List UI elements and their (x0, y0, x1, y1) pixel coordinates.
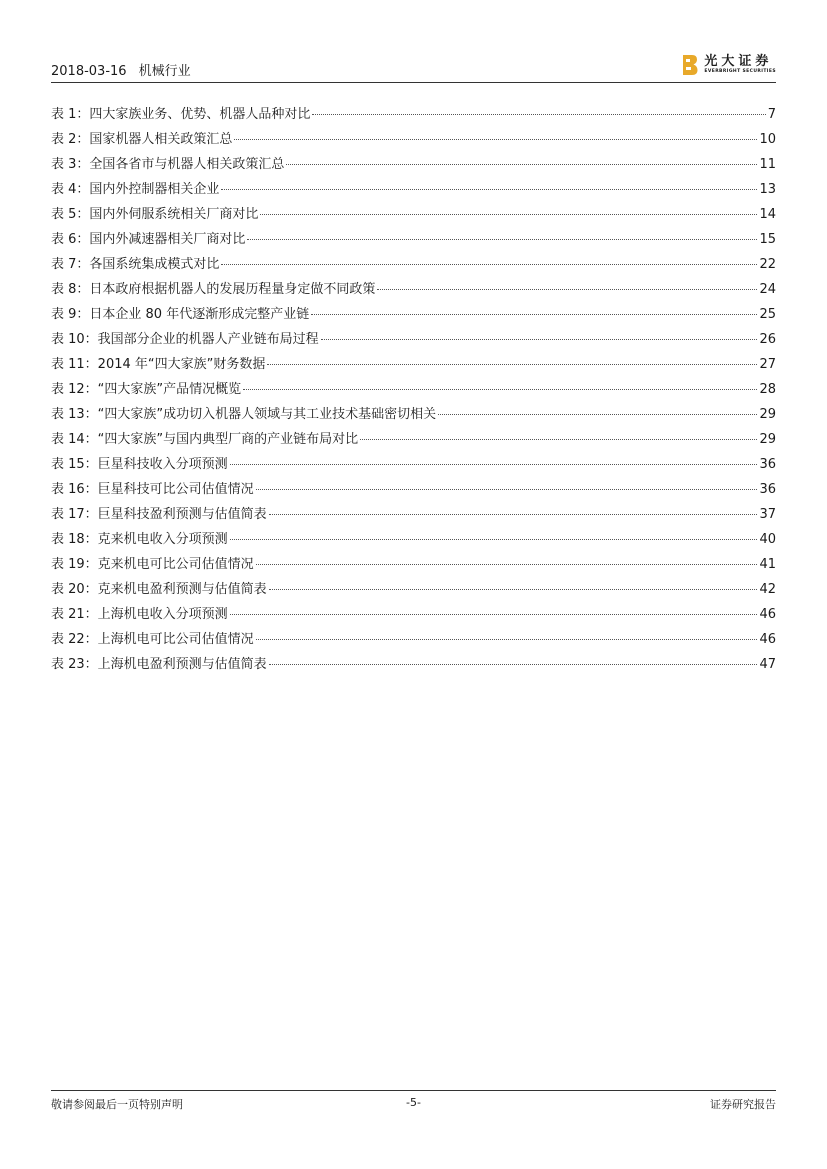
toc-entry[interactable] (51, 203, 776, 228)
logo-english-name: EVERBRIGHT SECURITIES (704, 69, 776, 75)
toc-entry-label: 表 15：巨星科技收入分项预测 (51, 457, 228, 472)
toc-entry-page: 22 (759, 257, 776, 272)
toc-entry[interactable] (51, 528, 776, 553)
toc-entry-page: 46 (759, 607, 776, 622)
toc-dot-leader (312, 114, 765, 115)
toc-dot-leader (321, 339, 758, 340)
toc-entry[interactable] (51, 403, 776, 428)
toc-dot-leader (230, 539, 758, 540)
toc-entry-page: 27 (759, 357, 776, 372)
toc-entry-page: 40 (759, 532, 776, 547)
toc-entry-label: 表 10：我国部分企业的机器人产业链布局过程 (51, 332, 319, 347)
toc-entry-page: 36 (759, 457, 776, 472)
report-date: 2018-03-16 (51, 64, 127, 79)
page-footer (51, 1090, 776, 1115)
toc-entry[interactable] (51, 153, 776, 178)
toc-dot-leader (286, 164, 757, 165)
toc-entry-label: 表 6：国内外减速器相关厂商对比 (51, 232, 246, 247)
toc-entry-page: 25 (759, 307, 776, 322)
toc-dot-leader (230, 464, 758, 465)
toc-dot-leader (256, 564, 758, 565)
toc-entry[interactable] (51, 178, 776, 203)
toc-entry-label: 表 2：国家机器人相关政策汇总 (51, 132, 233, 147)
toc-entry-label: 表 13：“四大家族”成功切入机器人领域与其工业技术基础密切相关 (51, 407, 437, 422)
toc-entry-page: 11 (759, 157, 776, 172)
toc-entry-label: 表 20：克来机电盈利预测与估值简表 (51, 582, 267, 597)
toc-entry-label: 表 23：上海机电盈利预测与估值简表 (51, 657, 267, 672)
toc-entry-label: 表 21：上海机电收入分项预测 (51, 607, 228, 622)
toc-entry-label: 表 18：克来机电收入分项预测 (51, 532, 228, 547)
toc-dot-leader (230, 614, 758, 615)
toc-entry-page: 7 (767, 107, 776, 122)
toc-dot-leader (377, 289, 757, 290)
table-of-tables (51, 103, 776, 678)
toc-dot-leader (360, 439, 757, 440)
toc-entry-label: 表 5：国内外伺服系统相关厂商对比 (51, 207, 259, 222)
toc-entry[interactable] (51, 478, 776, 503)
toc-dot-leader (256, 639, 758, 640)
toc-entry[interactable] (51, 303, 776, 328)
page-number: -5- (406, 1096, 421, 1109)
toc-entry[interactable] (51, 353, 776, 378)
toc-entry-page: 24 (759, 282, 776, 297)
toc-entry[interactable] (51, 328, 776, 353)
industry-name: 机械行业 (138, 64, 191, 79)
toc-entry-label: 表 16：巨星科技可比公司估值情况 (51, 482, 254, 497)
toc-entry-page: 26 (759, 332, 776, 347)
toc-entry-label: 表 4：国内外控制器相关企业 (51, 182, 220, 197)
toc-entry-label: 表 17：巨星科技盈利预测与估值简表 (51, 507, 267, 522)
toc-dot-leader (269, 664, 758, 665)
toc-entry[interactable] (51, 278, 776, 303)
toc-entry[interactable] (51, 553, 776, 578)
toc-entry-label: 表 11：2014 年“四大家族”财务数据 (51, 357, 266, 372)
logo-mark-icon (682, 54, 698, 76)
toc-entry[interactable] (51, 228, 776, 253)
toc-entry-page: 47 (759, 657, 776, 672)
toc-entry-label: 表 22：上海机电可比公司估值情况 (51, 632, 254, 647)
toc-entry-page: 37 (759, 507, 776, 522)
toc-entry-label: 表 19：克来机电可比公司估值情况 (51, 557, 254, 572)
toc-dot-leader (269, 514, 758, 515)
disclaimer-note: 敬请参阅最后一页特别声明 (51, 1098, 183, 1111)
toc-entry[interactable] (51, 128, 776, 153)
toc-entry[interactable] (51, 603, 776, 628)
toc-entry-label: 表 3：全国各省市与机器人相关政策汇总 (51, 157, 285, 172)
toc-entry-label: 表 8：日本政府根据机器人的发展历程量身定做不同政策 (51, 282, 376, 297)
toc-entry[interactable] (51, 378, 776, 403)
toc-dot-leader (267, 364, 757, 365)
toc-entry[interactable] (51, 103, 776, 128)
toc-entry-label: 表 12：“四大家族”产品情况概览 (51, 382, 242, 397)
toc-entry[interactable] (51, 578, 776, 603)
toc-dot-leader (221, 189, 757, 190)
toc-dot-leader (256, 489, 758, 490)
toc-entry-page: 36 (759, 482, 776, 497)
toc-dot-leader (234, 139, 757, 140)
toc-entry[interactable] (51, 653, 776, 678)
toc-dot-leader (247, 239, 757, 240)
toc-entry-page: 13 (759, 182, 776, 197)
toc-dot-leader (221, 264, 757, 265)
toc-entry-page: 10 (759, 132, 776, 147)
toc-entry-label: 表 7：各国系统集成模式对比 (51, 257, 220, 272)
toc-entry-page: 15 (759, 232, 776, 247)
page-header (51, 52, 776, 83)
toc-entry-page: 14 (759, 207, 776, 222)
toc-entry-page: 46 (759, 632, 776, 647)
toc-entry-page: 29 (759, 432, 776, 447)
toc-entry[interactable] (51, 503, 776, 528)
toc-entry-page: 28 (759, 382, 776, 397)
toc-entry[interactable] (51, 253, 776, 278)
toc-entry-label: 表 1：四大家族业务、优势、机器人品种对比 (51, 107, 311, 122)
company-logo (682, 52, 776, 78)
toc-entry[interactable] (51, 453, 776, 478)
toc-entry-page: 29 (759, 407, 776, 422)
logo-chinese-name: 光大证券 (704, 54, 773, 70)
toc-dot-leader (438, 414, 757, 415)
toc-entry[interactable] (51, 628, 776, 653)
toc-entry-label: 表 9：日本企业 80 年代逐渐形成完整产业链 (51, 307, 310, 322)
toc-entry-page: 42 (759, 582, 776, 597)
toc-entry-page: 41 (759, 557, 776, 572)
toc-entry[interactable] (51, 428, 776, 453)
toc-dot-leader (269, 589, 758, 590)
toc-entry-label: 表 14：“四大家族”与国内典型厂商的产业链布局对比 (51, 432, 359, 447)
report-type: 证券研究报告 (710, 1098, 776, 1111)
header-info (51, 60, 191, 79)
toc-dot-leader (311, 314, 757, 315)
toc-dot-leader (243, 389, 757, 390)
toc-dot-leader (260, 214, 757, 215)
